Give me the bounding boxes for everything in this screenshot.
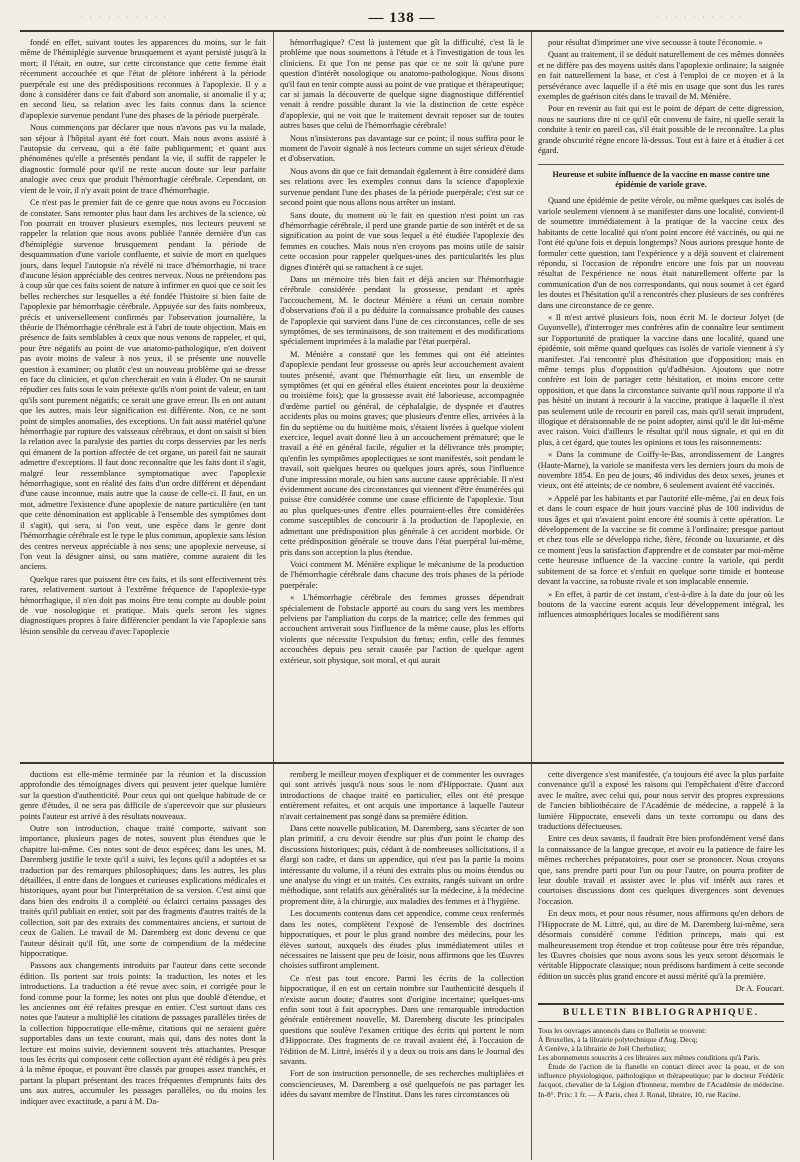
- paragraph: pour résultat d'imprimer une vive secousse à toute l'économie. »: [548, 38, 763, 47]
- column-divider: [273, 764, 274, 1160]
- paragraph: Nous n'insisterons pas davantage sur ce point; il nous suffira pour le moment de l'avoir signalé à nos lecteurs comme un sujet sérieux d'étude et d'observation.: [280, 133, 524, 164]
- paragraph: Nous commençons par déclarer que nous n'avons pas vu la malade, son séjour à l'hôpital ayant été fort court. Mais nous avons assisté à l'autopsie du cerveau, qui a été faite publiquement; et quant aux phénomènes qu'elle a présentés pendant la vie, il suffit de rappeler le diagnostic formulé pour qu'il ne reste aucun doute sur leur parfaite analogie avec ceux que produit l'hémorrhagie cérébrale. Cependant, on vient de le voir, il n'y avait point de trace d'hémorrhagie.: [20, 123, 266, 195]
- paragraph: « Dans la commune de Coiffy-le-Bas, arrondissement de Langres (Haute-Marne), la variole se manifesta vers les derniers jours du mois de novembre 1854. En peu de jours, 46 individus des deux sexes, jeunes et vieux, ont été atteints; de ce nombre, 6 seulement avaient été vaccinés.: [538, 450, 784, 491]
- paragraph: « Il m'est arrivé plusieurs fois, nous écrit M. le docteur Jolyet (de Guyonvelle), d'interroger mes confrères afin de connaître leur sentiment sur l'opportunité de pratiquer la vaccine dans une localité, quand une épidémie, soit même quand quelques cas isolés de variole viennent à s'y manifester. J'ai rencontré plus d'hésitation que d'opposition; mais en même temps plus d'opposition qu'd'adhésion. Ajoutons que notre confrère est loin de partager cette hésitation, et moins encore cette opposition, et que dans la circonstance suivante qu'il nous rapporte il n'a pas hésité un instant à recourir à la vaccine, pratique à laquelle il n'est pas seulement utile de recourir en pareil cas, mais qu'il serait imprudent, illogique et déraisonnable de ne point adopter, ainsi qu'il le dit lui-même avec raison. Voici d'ailleurs le résultat qu'il nous signale, et qui en dit plus, à cet égard, que toutes les opinions et tous les raisonnements:: [538, 312, 784, 447]
- paragraph: M. Ménière a constaté que les femmes qui ont été atteintes d'apoplexie pendant leur grossesse ou après leur accouchement avaient toutes présenté, avant que l'hémorrhagie eût lieu, un ensemble de symptômes (et qui en général elles étaient enceintes pour la deuxième ou troisième fois); que la grossesse avait été laborieuse, accompagnée d'œdème partiel ou général, de céphalalgie, de dyspnée et d'autres accidents plus ou moins graves; que plusieurs d'entre elles, arrivées à la fin du septième ou du huitième mois, s'étaient livrées à quelque violent exercice, lequel avait donné lieu à un accouchement prématuré; que le travail a été en général facile, régulier et la délivrance très prompte; qu'enfin les symptômes apoplectiques se sont manifestés, soit pendant le travail, soit quelques heures ou quelques jours après, sous l'influence d'une impression morale, ou bien sans aucune cause appréciable. Il n'est évidemment aucune des circonstances qui viennent d'être énumérées qui puisse être considérée comme une cause efficiente de l'apoplexie. Tout au plus quelques-unes d'entre elles pourraient-elles être considérées comme susceptibles de concourir à la production de l'apoplexie, en admettant une prédisposition plus générale à cet accident morbide. Or cette prédisposition générale se trouve dans l'état puerpéral lui-même, pris dans son acception la plus étendue.: [280, 349, 524, 557]
- paragraph: » En effet, à partir de cet instant, c'est-à-dire à la date du jour où les boutons de la vaccine eurent acquis leur développement intégral, les influences atmosphériques locales se modifièrent sans: [538, 589, 784, 620]
- paragraph: remberg le meilleur moyen d'expliquer et de commenter les ouvrages qui sont arrivés jusqu'à nous sous le nom d'Hippocrate. Quant aux introductions de chaque traité en particulier, elles ont été presque entièrement refaites, et ont acquis une importance à laquelle l'auteur n'avait certainement pas songé dans sa première édition.: [280, 770, 524, 821]
- paragraph: Sans doute, du moment où le fait en question n'est point un cas d'hémorrhagie cérébrale, il perd une grande partie de son intérêt et de sa signification au point de vue sous lequel a été étudiée l'apoplexie des femmes en couches. Mais nous n'en croyons pas moins utile de saisir cette occasion pour rappeler quelques-unes des particularités les plus dignes d'intérêt qui se rattachent à ce sujet.: [280, 210, 524, 272]
- bibliography-entry: Étude de l'action de la flanelle en contact direct avec la peau, et de son influence physiologique, pathologique et thérapeutique; par le docteur Frédéric Jacquot, chevalier de la Légion d'honneur, membre de l'Académie de médecine. In-8°. Prix: 1 fr. — À Paris, chez J. Ronal, libraire, 10, rue Racine.: [538, 1061, 784, 1099]
- paragraph: Outre son introduction, chaque traité comporte, suivant son importance, plusieurs pages de notes, souvent plus étendues que le chapitre lui-même. Ces notes sont de deux espèces; dans les unes, M. Daremberg justifie le texte qu'il a suivi, les leçons qu'il a adoptées et sa traduction par des remarques philosophiques; dans les autres, les plus détaillées, il entre dans de longues et curieuses explications médicales et historiques, ayant pour but l'interprétation de sa version. C'est ainsi que dans bien des endroits il a complété ou éclairci certains passages des traités qu'il publiait en entier, soit par des fragments d'autres traités de la collection, soit par des extraits des commentaires anciens, et surtout de ceux de Galien. Le travail de M. Daremberg est donc devenu ce que l'auteur désirait qu'il fût, une sorte de compendium de la médecine hippocratique.: [20, 824, 266, 958]
- page-number: — 138 —: [368, 10, 436, 26]
- show-through-text: · · · · · · · · · ·: [655, 12, 744, 22]
- top-section: [20, 32, 784, 762]
- paragraph: Pour en revenir au fait qui est le point de départ de cette digression, nous ne saurions dire ni ce qu'il eût convenu de faire, ni quelle serait la conduite à tenir en pareil cas, s'il était possible de le reconnaître. La plus grande obscurité règne encore là-dessus. Tout est à faire et à étudier à cet égard.: [538, 104, 784, 156]
- column-divider: [273, 32, 274, 762]
- bottom-column-3: [538, 770, 784, 1160]
- column-divider: [531, 764, 532, 1160]
- paragraph: Quand une épidémie de petite vérole, ou même quelques cas isolés de variole seulement viennent à se manifester dans une localité, convient-il de soumettre immédiatement à la pratique de la vaccine ceux des habitants de cette localité qui n'ont point encore été vaccinés, ou qui ne l'ont été qu'une fois et depuis longtemps? Nous aurions presque honte de formuler cette question, tant l'expérience y a déjà souvent et clairement répondu, si l'occasion de répondre encore une fois par un nouveau résultat de l'expérience ne nous était naturellement offerte par la communication d'un de nos correspondants, qui nous soumet à cet égard les doutes et l'hésitation qu'il a rencontrés chez plusieurs de ses confrères dans une circonstance de ce genre.: [538, 196, 784, 310]
- paragraph: Ce n'est pas le premier fait de ce genre que nous avons eu l'occasion de constater. Sans remonter plus haut dans les archives de la science, où l'on pourrait en trouver plusieurs exemples, nos lecteurs peuvent se rappeler la relation que nous avons publiée l'année dernière d'un cas d'hémiplégie survenue brusquement pendant la période de desquammation d'une variole confluente, et suivie de mort en quelques jours, dans lequel l'autopsie n'a révélé ni trace d'hémorrhagie, ni trace d'aucune lésion appréciable des centres nerveux. Nous ne prétendons pas à coup sûr que ces faits soient de nature à infirmer en quoi que ce soit les belles recherches sur lesquelles a été fondée l'histoire si bien faite de l'apoplexie par hémorrhagie cérébrale. Appuyée sur des faits nombreux, précis et universellement confirmés par l'observation journalière, la théorie de l'hémorrhagie cérébrale est à l'abri de toute objection. Mais en présence de faits semblables à ceux que nous venons de rappeler, et qui, pour être négatifs au point de vue anatomo-pathologique, n'en doivent pas avoir moins de valeur à nos yeux, il se présente une nouvelle question à examiner; ou plutôt c'est un nouveau problème qui se dresse en face du clinicien, et qu'on chercherait en vain à éluder. On ne saurait répudier ces faits sous le vain prétexte qu'ils n'ont point de valeur, en tant qu'ils sont purement négatifs; ce serait une grave erreur. Ils en ont autant que les autres, mais leur signification est différente. Non, ce ne sont point de simples anomalies, des exceptions. Un fait aussi matériel qu'une hémorrhagie par rupture des vaisseaux cérébraux, et dont on saisit si bien la relation avec la paralysie des parties du corps desservies par les nerfs qui émanent de la portion affectée de cet organe, un pareil fait ne saurait admettre d'exceptions. Il faut donc reconnaître que les faits dont il s'agit, malgré leur ressemblance symptomatique avec l'apoplexie hémorrhagique, sont en réalité des faits d'un ordre différent et dépendant d'une cause inconnue, mais autre que la cause de celle-ci. Il faut, en un mot, admettre l'existence d'une apoplexie de nature particulière (en tant que cette dénomination est applicable à l'ensemble des symptômes dont il s'agit), qui sera, si l'on veut, une espèce dans le genre dont l'hémorrhagie cérébrale est le type le plus commun, apoplexie sans lésion des centres nerveux appréciable à nos sens; une apoplexie nerveuse, si l'on veut la désigner ainsi, ou sans matière, comme auraient dit les anciens.: [20, 198, 266, 572]
- top-column-1: [20, 38, 266, 762]
- paragraph: Dans un mémoire très bien fait et déjà ancien sur l'hémorrhagie cérébrale considérée pendant la grossesse, pendant et après l'accouchement, M. le docteur Ménière a réuni un certain nombre d'observations d'où il a pu déduire la connaissance probable des causes de l'apoplexie qui survient dans l'une de ces circonstances, celle de ses symptômes, de ses terminaisons, de son traitement et des modifications spécialement imprimées à la maladie par l'état puerpéral.: [280, 274, 524, 347]
- paragraph: Fort de son instruction personnelle, de ses recherches multipliées et consciencieuses, M. Daremberg a osé quelquefois ne pas partager les idées du savant membre de l'Institut. Dans les rares circonstances où: [280, 1069, 524, 1100]
- paragraph: ductions est elle-même terminée par la réunion et la discussion approfondie des témoignages divers qui peuvent jeter quelque lumière sur la question d'authenticité. Pour ceux qui ont quelque habitude de ce genre d'études, il ne sera pas difficile de s'apercevoir que sur plusieurs points l'auteur est arrivé à des résultats nouveaux.: [20, 770, 266, 821]
- paragraph: Quelque rares que puissent être ces faits, et ils sont effectivement très rares, relativement surtout à l'extrême fréquence de l'apoplexie-type hémorrhagique, il n'en doit pas moins être tenu compte au double point de vue nosologique et pratique. Mais quels seront les signes diagnostiques propres à faire différencier pendant la vie l'apoplexie sans lésion sensible du cerveau d'avec l'apoplexie: [20, 574, 266, 636]
- top-column-3: [538, 38, 784, 762]
- bulletin-heading: BULLETIN BIBLIOGRAPHIQUE.: [538, 1003, 784, 1022]
- paragraph: » Appelé par les habitants et par l'autorité elle-même, j'ai en deux fois et dans le court espace de huit jours vacciné plus de 100 individus de tous âges et qui n'avaient point encore été soumis à cette opération. Le développement de la vaccine se fit comme à l'ordinaire; presque partout et chez tous elle se développa riche, fière, féconde ou luxuriante, et dès ce moment j'eus la satisfaction d'apprendre et de constater par moi-même cette heureuse influence de la vaccine contre la variole, qui perdit subitement de sa force et s'enfuit en quelque sorte timide et honteuse devant la vaccine, sa robuste rivale et son implacable ennemie.: [538, 493, 784, 587]
- paragraph: Passons aux changements introduits par l'auteur dans cette seconde édition. Ils portent sur trois points: la traduction, les notes et les introductions. La traduction a été revue avec soin, et corrigée pour le fond comme pour la forme; les notes ont plus que doublé d'étendue, et les anciennes ont été refaites presque en entier. C'est surtout dans ces notes que l'auteur a multiplié les citations de passages parallèles tirées de la collection hippocratique elle-même, citations qui ne seraient guère supportables dans un texte courant, mais qui, dans des notes dont la lecture est moins suivie, deviennent souvent très attachantes. Presque tous les écrits qui composent cette collection ayant été rédigés à peu près à la même époque, et pouvant être classés par groupes assez tranchés, et partant la plupart présentant des traces fréquentes d'emprunts faits des uns aux autres, accumuler les passages parallèles, ou du moins les indiquer avec exactitude, a paru à M. Da-: [20, 961, 266, 1106]
- section-heading: Heureuse et subite influence de la vaccine en masse contre une épidémie de variole grave.: [538, 164, 784, 190]
- paragraph: « L'hémorrhagie cérébrale des femmes grosses dépendrait spécialement de l'obstacle apporté au cours du sang vers les membres pelviens par l'ampliation du corps de la matrice; celle des femmes qui accouchent arriverait sous l'influence de la même cause, plus les efforts violents que nécessite l'expulsion du fœtus; enfin, celle des femmes accouchées depuis peu serait causée par l'action de quelque agent extérieur, soit physique, soit moral, et qui aurait: [280, 593, 524, 665]
- bottom-column-2: [280, 770, 524, 1160]
- bulletin-notice: Les abonnements souscrits à ces libraires aux mêmes conditions qu'à Paris.: [538, 1052, 760, 1062]
- paragraph: Voici comment M. Ménière explique le mécanisme de la production de l'hémorrhagie cérébrale dans chacune des trois phases de la période puerpérale:: [280, 559, 524, 590]
- paragraph: fondé en effet, suivant toutes les apparences du moins, sur le fait même de l'hémiplégie survenue brusquement et ayant persisté jusqu'à la mort; il l'était, en outre, sur cette circonstance que cette femme était récemment accouchée et que l'état de plétore inhérent à la période puerpérale est une des prédispositions reconnues à l'apoplexie. Il y a donc à considérer dans ce fait d'abord son anomalie, si anomalie il y a; en second lieu, sa relation avec les faits connus dans la science d'apoplexie survenue pendant l'une des phases de la période puerpérale.: [20, 38, 266, 120]
- paragraph: Entre ces deux savants, il faudrait être bien profondément versé dans la connaissance de la langue grecque, et avoir eu la patience de faire les mêmes recherches préparatoires, pour oser se prononcer. Nous croyons que, sans prendre parti pour l'un ou pour l'autre, on pourra profiter de leur double travail et assister avec le plus vif intérêt aux rares et courtoises discussions dont ces quelques divergences sont devenues l'occasion.: [538, 834, 784, 906]
- author-signature: Dr A. Foucart.: [735, 984, 784, 994]
- top-column-2: [280, 38, 524, 762]
- show-through-text: · · · · · · · · · ·: [80, 12, 169, 22]
- paragraph: hémorrhagique? C'est là justement que gît la difficulté, c'est là le problème que nous soumettons à l'étude et à l'investigation de tous les cliniciens. Et que l'on ne pense pas que ce ne soit là qu'une pure question d'intérêt nosologique ou anatomo-pathologique. Nous disons qu'il faut en tenir compte aussi au point de vue pratique et thérapeutique; car si jamais la découverte de quelque signe diagnostique différentiel venait à rendre possible durant la vie la distinction de cette espèce d'apoplexie, qui ne voit que le traitement devrait reposer sur de toutes autres bases que celui de l'hémorrhagie cérébrale!: [280, 38, 524, 131]
- paragraph: Nous avons dit que ce fait demandait également à être considéré dans ses relations avec les exemples connus dans la science d'apoplexie survenue pendant l'une des phases de la période puerpérale; c'est sur ce second point que nous allons nous arrêter un instant.: [280, 166, 524, 208]
- paragraph: En deux mots, et pour nous résumer, nous affirmons qu'en dehors de l'Hippocrate de M. Littré, qui, au dire de M. Daremberg lui-même, sera désormais considéré comme l'édition princeps, mais qui est malheureusement trop étendue et trop coûteuse pour être très répandue, les Œuvres choisies que nous avons sous les yeux seront désormais le véritable Hippocrate classique; nous prédisons hardiment à cette seconde édition un succès plus grand encore et aussi mérité qu'à la première.: [538, 909, 784, 981]
- paragraph: cette divergence s'est manifestée, ç'a toujours été avec la plus parfaite convenance qu'il a exposé les raisons qui l'empêchaient d'être d'accord avec le maître, avec celui qui, pour nous servir des propres expressions de l'ancien bibliothécaire de l'Académie de médecine, a rappelé à la lumière Hippocrate, enseveli dans un texte corrompu ou dans des traductions défectueuses.: [538, 770, 784, 832]
- paragraph: Les documents contenus dans cet appendice, comme ceux renfermés dans les notes, complètent l'exposé de l'ensemble des doctrines hippocratiques, et pour le plus grand nombre des médecins, pour les élèves surtout, auxquels des études plus immédiatement utiles et nécessaires ne laissent que peu de loisir, nous affirmons que les Œuvres choisies suffiront amplement.: [280, 909, 524, 971]
- paragraph: Dans cette nouvelle publication, M. Daremberg, sans s'écarter de son plan primitif, a cru devoir étendre sur plus d'un point le champ des discussions historiques; puis, cédant à de nombreuses sollicitations, il a élargi son cadre, et dans un appendice, qui n'est pas la partie la moins intéressante du volume, il a réuni des extraits plus ou moins étendus ou une analyse du vingt et un traités. Ces extraits, rangés suivant un ordre méthodique, sont relatifs aux généralités sur la médecine, à la médecine proprement dite, à la chirurgie, aux maladies des femmes et à l'hygiène.: [280, 824, 524, 906]
- bottom-column-1: [20, 770, 266, 1160]
- paragraph: Ce n'est pas tout encore. Parmi les écrits de la collection hippocratique, il en est un certain nombre sur l'authenticité desquels il n'existe aucun doute; d'autres sont d'origine incertaine; quelques-uns enfin sont tout à fait apocryphes. Dans une remarquable introduction générale entièrement nouvelle, M. Daremberg discute les principales questions que soulève l'examen critique des écrits qui portent le nom d'Hippocrate. Des fragments de ce travail avaient été, à l'occasion de l'édition de M. Littré, insérés il y a deux ou trois ans dans le Journal des savants.: [280, 973, 524, 1066]
- bulletin-notice: À Bruxelles, à la librairie polytechnique d'Aug. Decq;: [538, 1034, 698, 1044]
- paragraph: Quant au traitement, il se déduit naturellement de ces mêmes données et ne diffère pas des moyens usités dans l'apoplexie ordinaire; la saignée en fait naturellement la base, et c'est à l'emploi de ce moyen et à la persévérance avec laquelle il a été mis en usage que sont dus les rares exemples de guérison cités dans le travail de M. Ménière.: [538, 50, 784, 102]
- page-header: [20, 10, 784, 32]
- column-divider: [531, 32, 532, 762]
- bottom-section: [20, 762, 784, 1160]
- bulletin-notice: À Genève, à la librairie de Joël Cherbuliez;: [538, 1043, 667, 1053]
- bulletin-notice: Tous les ouvrages annoncés dans ce Bulletin se trouvent:: [538, 1025, 707, 1035]
